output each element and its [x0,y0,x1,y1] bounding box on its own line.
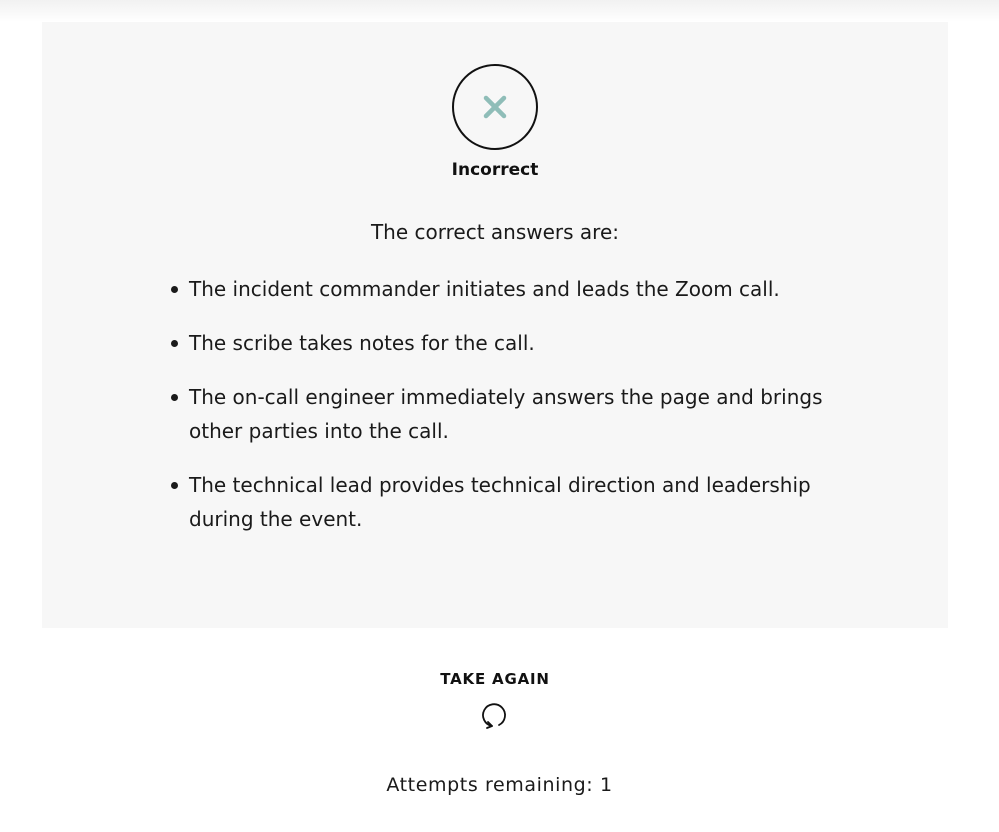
correct-answers-heading: The correct answers are: [370,220,620,244]
retry-icon [480,700,510,730]
top-shadow [0,0,999,22]
feedback-panel [42,22,948,628]
take-again-label: TAKE AGAIN [440,670,550,688]
take-again-button[interactable] [400,670,590,740]
close-icon [483,95,507,119]
attempts-remaining: Attempts remaining: 1 [386,774,613,796]
list-item: The on-call engineer immediately answers the page and brings other parties into the call. [171,380,851,448]
result-label: Incorrect [451,160,539,180]
correct-answers-list [171,272,851,556]
list-item: The incident commander initiates and leads the Zoom call. [171,272,851,306]
result-status-circle [452,64,538,150]
list-item: The scribe takes notes for the call. [171,326,851,360]
list-item: The technical lead provides technical direction and leadership during the event. [171,468,851,536]
